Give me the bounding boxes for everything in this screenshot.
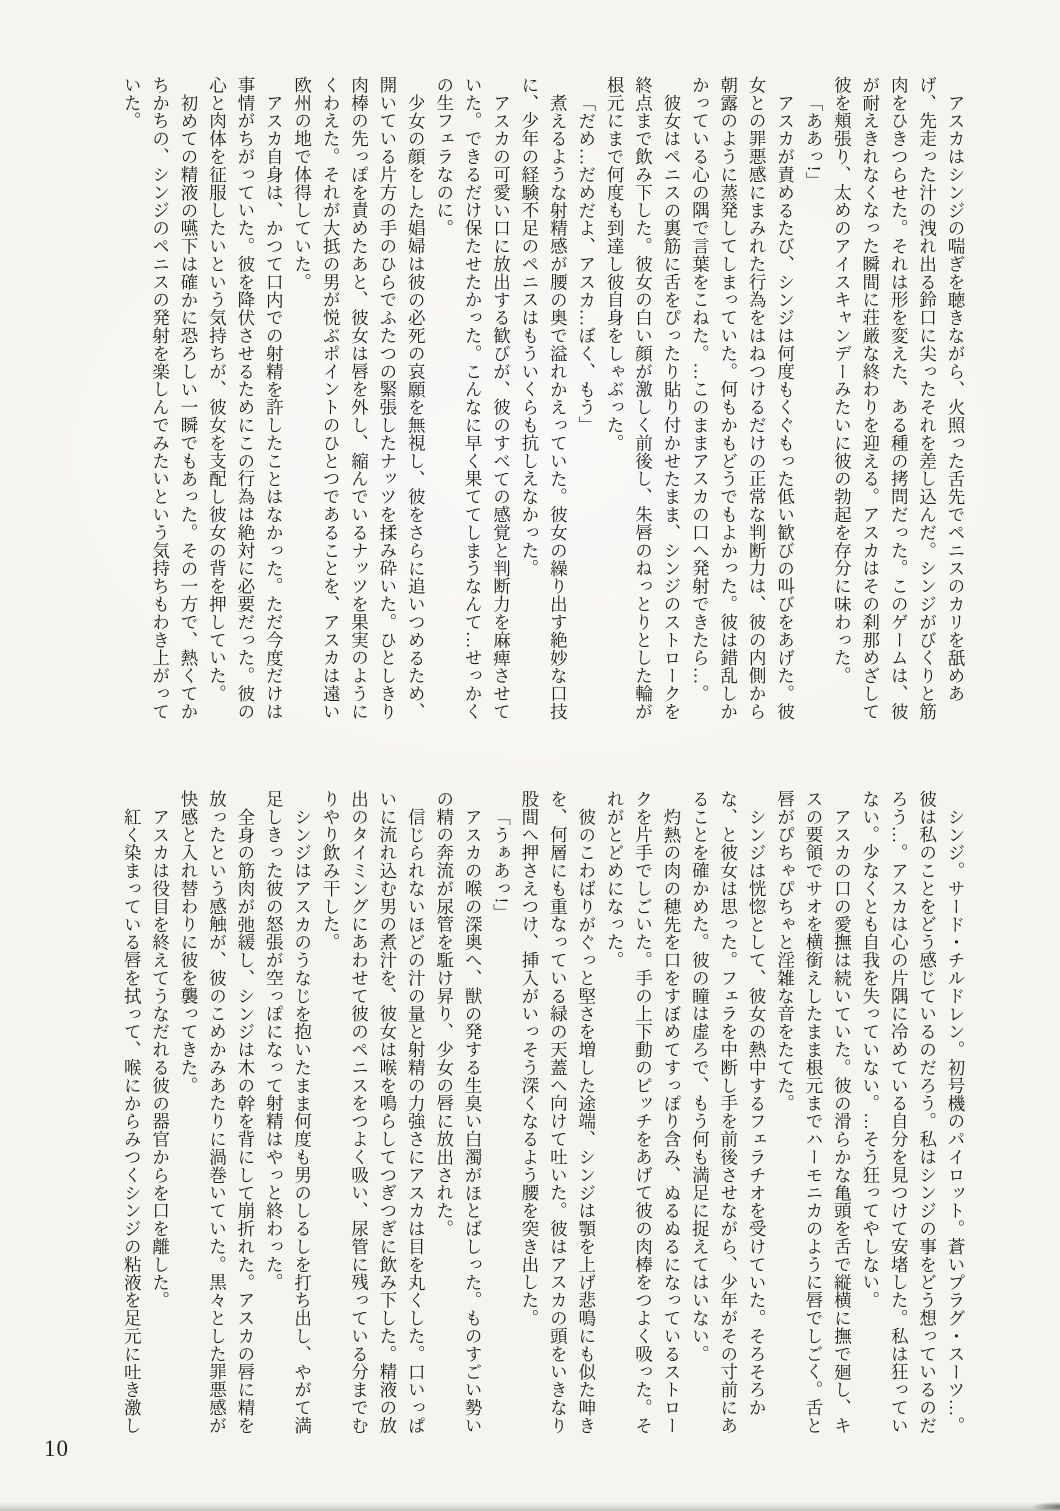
- paragraph: アスカはシンジの喘ぎを聴きながら、火照った舌先でペニスのカリを舐めあげ、先走った汁の洩れ出る鈴口に尖ったそれを差し込んだ。シンジがびくりと筋肉をひきつらせた。それは形を変えた、ある種の拷問だった。このゲームは、彼が耐えきれなくなった瞬間に荘厳な終わりを迎える。アスカはその刹那めざして彼を頬張り、太めのアイスキャンデーみたいに彼の勃起を存分に味わった。: [832, 76, 966, 721]
- paragraph-dialogue: 「ああっ!」: [803, 93, 824, 190]
- paragraph: アスカは役目を終えてうなだれる彼の器官からを口を離した。: [150, 807, 171, 1309]
- scan-edge-dark-streak: [0, 1505, 530, 1510]
- paragraph: アスカの口の愛撫は続いていた。彼の滑らかな亀頭を舌で縦横に撫で廻し、キスの要領でサオを横銜えしたまま根元までハーモニカのように唇でしごく。舌と唇がぴちゃぴちゃと淫雑な音をたてた。: [775, 790, 853, 1435]
- paragraph: シンジは恍惚として、彼女の熱中するフェラチオを受けていた。そろそろかな、と彼女は思った。フェラを中断し手を前後させながら、少年がその寸前にあることを確かめた。彼の瞳は虚ろで、もう何も満足に捉えてはいない。: [690, 790, 768, 1435]
- paragraph: 全身の筋肉が弛緩し、シンジは木の幹を背にして崩折れた。アスカの唇に精を放ったという感触が、彼のこめかみあたりに渦巻いていた。黒々とした罪悪感が快感と入れ替わりに彼を襲ってきた。: [179, 790, 256, 1435]
- paragraph: 灼熱の肉の穂先を口をすぼめてすっぽり含み、ぬるぬるになっているストロークを片手でしごいた。手の上下動のピッチをあげて彼の肉棒をつよく吸った。それがとどめになった。: [605, 790, 682, 1435]
- paragraph: 彼女はペニスの裏筋に舌をぴったり貼り付かせたまま、シンジのストロークを終点まで飲み下した。彼女の白い顔が激しく前後し、朱唇のねっとりとした輪が根元にまで何度も到達し彼自身をしゃぶった。: [605, 76, 682, 721]
- bottom-text-block: [118, 790, 970, 1450]
- paragraph: 彼のこわばりがぐっと堅さを増した途端、シンジは顎を上げ悲鳴にも似た呻きを、何層にも重なっている緑の天蓋へ向けて吐いた。彼はアスカの頭をいきなり股間へ押さえつけ、挿入がいっそう深くなるよう腰を突き出した。: [519, 790, 597, 1435]
- paragraph: 信じられないほどの汁の量と射精の力強さにアスカは目を丸くした。口いっぱいに流れ込む男の煮汁を、彼女は喉を鳴らしてつぎつぎに飲み下した。精液の放出のタイミングにあわせて彼のペニスをつよく吸い、尿管に残っている分までむりやり飲み干した。: [321, 790, 427, 1435]
- paragraph: 初めての精液の嚥下は確かに恐ろしい一瞬でもあった。その一方で、熱くてかちかちの、シンジのペニスの発射を楽しんでみたいという気持ちもわき上がっていた。: [122, 76, 200, 721]
- page-number: 10: [44, 1436, 69, 1461]
- paragraph: シンジ。サード・チルドレン。初号機のパイロット。蒼いプラグ・スーツ…。彼は私のことをどう感じているのだろう。私はシンジの事をどう想っているのだろう…。アスカは心の片隅に冷めている自分を見つけて安堵した。私は狂っていない。少なくとも自我を失っていない。…そう狂ってやしない。: [860, 790, 966, 1435]
- paragraph: アスカの可愛い口に放出する歓びが、彼のすべての感覚と判断力を麻痺させていた。できるだけ保たせたかった。こんなに早く果ててしまうなんて…せっかくの生フェラなのに。: [434, 76, 512, 721]
- paragraph: 紅く染まっている唇を拭って、喉にからみつくシンジの粘液を足元に吐き激し: [122, 807, 143, 1434]
- paragraph: シンジはアスカのうなじを抱いたまま何度も男のしるしを打ち出し、やがて満足しきった彼の怒張が空っぽになって射精はやっと終わった。: [264, 790, 313, 1434]
- paragraph: アスカが責めるたび、シンジは何度もくぐもった低い歓びの叫びをあげた。彼女との罪悪感にまみれた行為をはねつけるだけの正常な判断力は、彼の内側から朝露のように蒸発してしまっていた。何もかもどうでもよかった。彼は錯乱しかかっている心の隅で言葉をこねた。…このままアスカの口へ発射できたら…。: [690, 76, 796, 721]
- paragraph: 煮えるような射精感が腰の奥で溢れかえっていた。彼女の繰り出す絶妙な口技に、少年の経験不足のペニスはもういくらも抗しえなかった。: [519, 76, 569, 720]
- paragraph: 少女の顔をした娼婦は彼の必死の哀願を無視し、彼をさらに追いつめるため、開いている片方の手のひらでふたつの緊張したナッツを揉み砕いた。ひとしきり肉棒の先っぽを責めたあと、彼女は唇を外し、縮んでいるナッツを果実のようにくわえた。それが大抵の男が悦ぶポイントのひとつであることを、アスカは遠い欧州の地で体得していた。: [292, 76, 427, 721]
- paragraph-dialogue: 「うぁあっ!」: [491, 807, 512, 922]
- paragraph: アスカの喉の深奥へ、獣の発する生臭い白濁がほとばしった。ものすごい勢いの精の奔流が尿管を駈け昇り、少女の唇に放出された。: [434, 790, 484, 1434]
- paragraph-dialogue: 「だめ…だめだよ、アスカ…ぼく、もう」: [576, 93, 597, 434]
- paragraph: アスカ自身は、かつて口内での射精を許したことはなかった。ただ今度だけは事情がちがっていた。彼を降伏させるためにこの行為は絶対に必要だった。彼の心と肉体を征服したいという気持ちが、彼女を支配し彼女の背を押していた。: [207, 76, 285, 721]
- scan-corner-smudge: [1032, 1502, 1060, 1510]
- top-text-block: [118, 76, 970, 728]
